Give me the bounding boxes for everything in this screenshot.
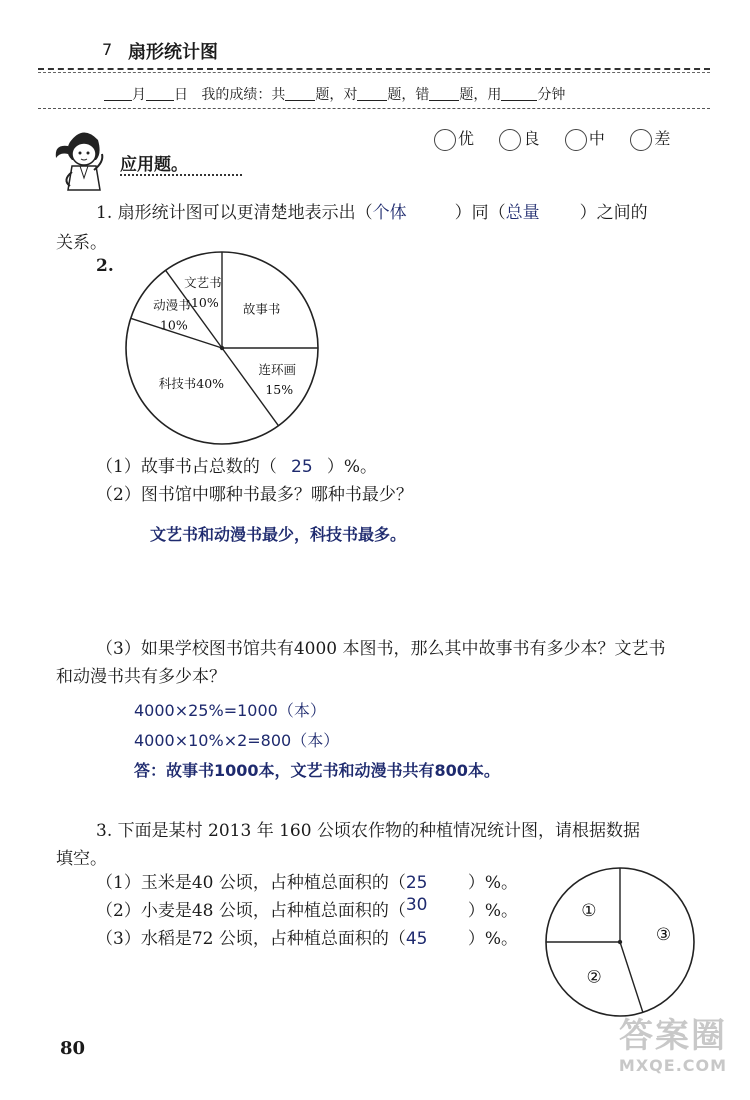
pie-slice-label: ③ [655, 925, 672, 946]
wrong-label: 题，错 [387, 87, 430, 103]
rating-medium[interactable]: 中 [565, 129, 605, 148]
q3-item-3: （3）水稻是72 公顷，占种植总面积的（45 ）%。 [96, 929, 519, 949]
watermark-logo [608, 1016, 738, 1075]
pie-slice-label: ① [581, 900, 597, 921]
q2-number: 2. [96, 256, 114, 276]
day-blank[interactable] [146, 86, 174, 101]
q3-item-2-answer[interactable]: 30 [405, 895, 428, 915]
pie-slice-value-label: 15% [265, 382, 294, 398]
pie-slice-label: 动漫书 [153, 297, 191, 313]
total-blank[interactable] [285, 86, 315, 101]
pie-slice-label: 文艺书 [184, 275, 222, 291]
my-score-label: 我的成绩：共 [201, 87, 286, 103]
pie-center [618, 940, 622, 944]
wrong-blank[interactable] [429, 86, 459, 101]
q1-line1: 1. 扇形统计图可以更清楚地表示出（个体 ）同（总量 ）之间的 [96, 198, 648, 223]
pie-slice-value-label: 10% [190, 295, 219, 311]
section-underline [120, 174, 242, 176]
pie-slice-label: 连环画 [258, 362, 297, 378]
q2-answer-line[interactable]: 答：故事书1000本，文艺书和动漫书共有800本。 [134, 761, 500, 780]
rating-poor[interactable]: 差 [630, 129, 670, 148]
q2-sub3-line1: （3）如果学校图书馆共有4000 本图书，那么其中故事书有多少本？文艺书 [96, 639, 666, 659]
q3-pie-chart [540, 862, 700, 1022]
q1-answer-b[interactable]: 总量 [505, 203, 540, 223]
correct-label: 题，对 [315, 87, 358, 103]
rating-excellent[interactable]: 优 [434, 129, 474, 148]
minutes-label: 分钟 [537, 87, 566, 103]
q2-work-line1[interactable]: 4000×25%=1000（本） [134, 701, 326, 720]
q3-line2: 填空。 [56, 849, 107, 869]
q1-line2: 关系。 [56, 233, 107, 253]
q2-sub2-answer[interactable]: 文艺书和动漫书最少，科技书最多。 [150, 525, 407, 544]
q3-item-2: （2）小麦是48 公顷，占种植总面积的（30 ）%。 [96, 895, 519, 921]
time-blank[interactable] [501, 86, 537, 101]
pie-slice-value-label: 10% [159, 317, 188, 333]
q2-sub1: （1）故事书占总数的（ 25 ）%。 [96, 457, 377, 477]
day-label: 日 [174, 87, 188, 103]
header-divider-top-2 [38, 72, 710, 73]
section-label: 应用题。 [120, 155, 188, 175]
rating-good[interactable]: 良 [499, 129, 539, 148]
q2-sub2: （2）图书馆中哪种书最多？哪种书最少？ [96, 485, 413, 505]
watermark-line1: 答案圈 [619, 1016, 727, 1056]
q2-work-line2[interactable]: 4000×10%×2=800（本） [134, 731, 340, 750]
chapter-number: 7 [102, 40, 113, 59]
q2-sub1-answer[interactable]: 25 [291, 457, 313, 477]
score-line [104, 84, 565, 104]
pie-slice-label: ② [586, 967, 602, 988]
pie-slice-label: 科技书40% [158, 376, 225, 392]
month-blank[interactable] [104, 86, 132, 101]
pie-center [220, 346, 224, 350]
q2-sub3-line2: 和动漫书共有多少本？ [56, 667, 226, 687]
header-divider-top [38, 68, 710, 70]
page-number: 80 [60, 1038, 86, 1059]
header-divider-bottom [38, 108, 710, 109]
q1-answer-a[interactable]: 个体 [372, 203, 407, 223]
pie-slice-label: 故事书 [242, 301, 281, 317]
q3-line1: 3. 下面是某村 2013 年 160 公顷农作物的种植情况统计图，请根据数据 [96, 821, 640, 841]
correct-blank[interactable] [357, 86, 387, 101]
q3-item-3-answer[interactable]: 45 [405, 929, 428, 949]
month-label: 月 [132, 87, 146, 103]
chapter-title: 扇形统计图 [128, 42, 218, 63]
rating-row [434, 126, 670, 151]
girl-mascot-icon [50, 124, 116, 194]
time-label: 题，用 [459, 87, 502, 103]
q3-item-1-answer[interactable]: 25 [405, 873, 428, 893]
q3-item-1: （1）玉米是40 公顷，占种植总面积的（25 ）%。 [96, 873, 519, 893]
q2-pie-chart [120, 246, 330, 456]
watermark-line2: MXQE.COM [618, 1056, 728, 1075]
